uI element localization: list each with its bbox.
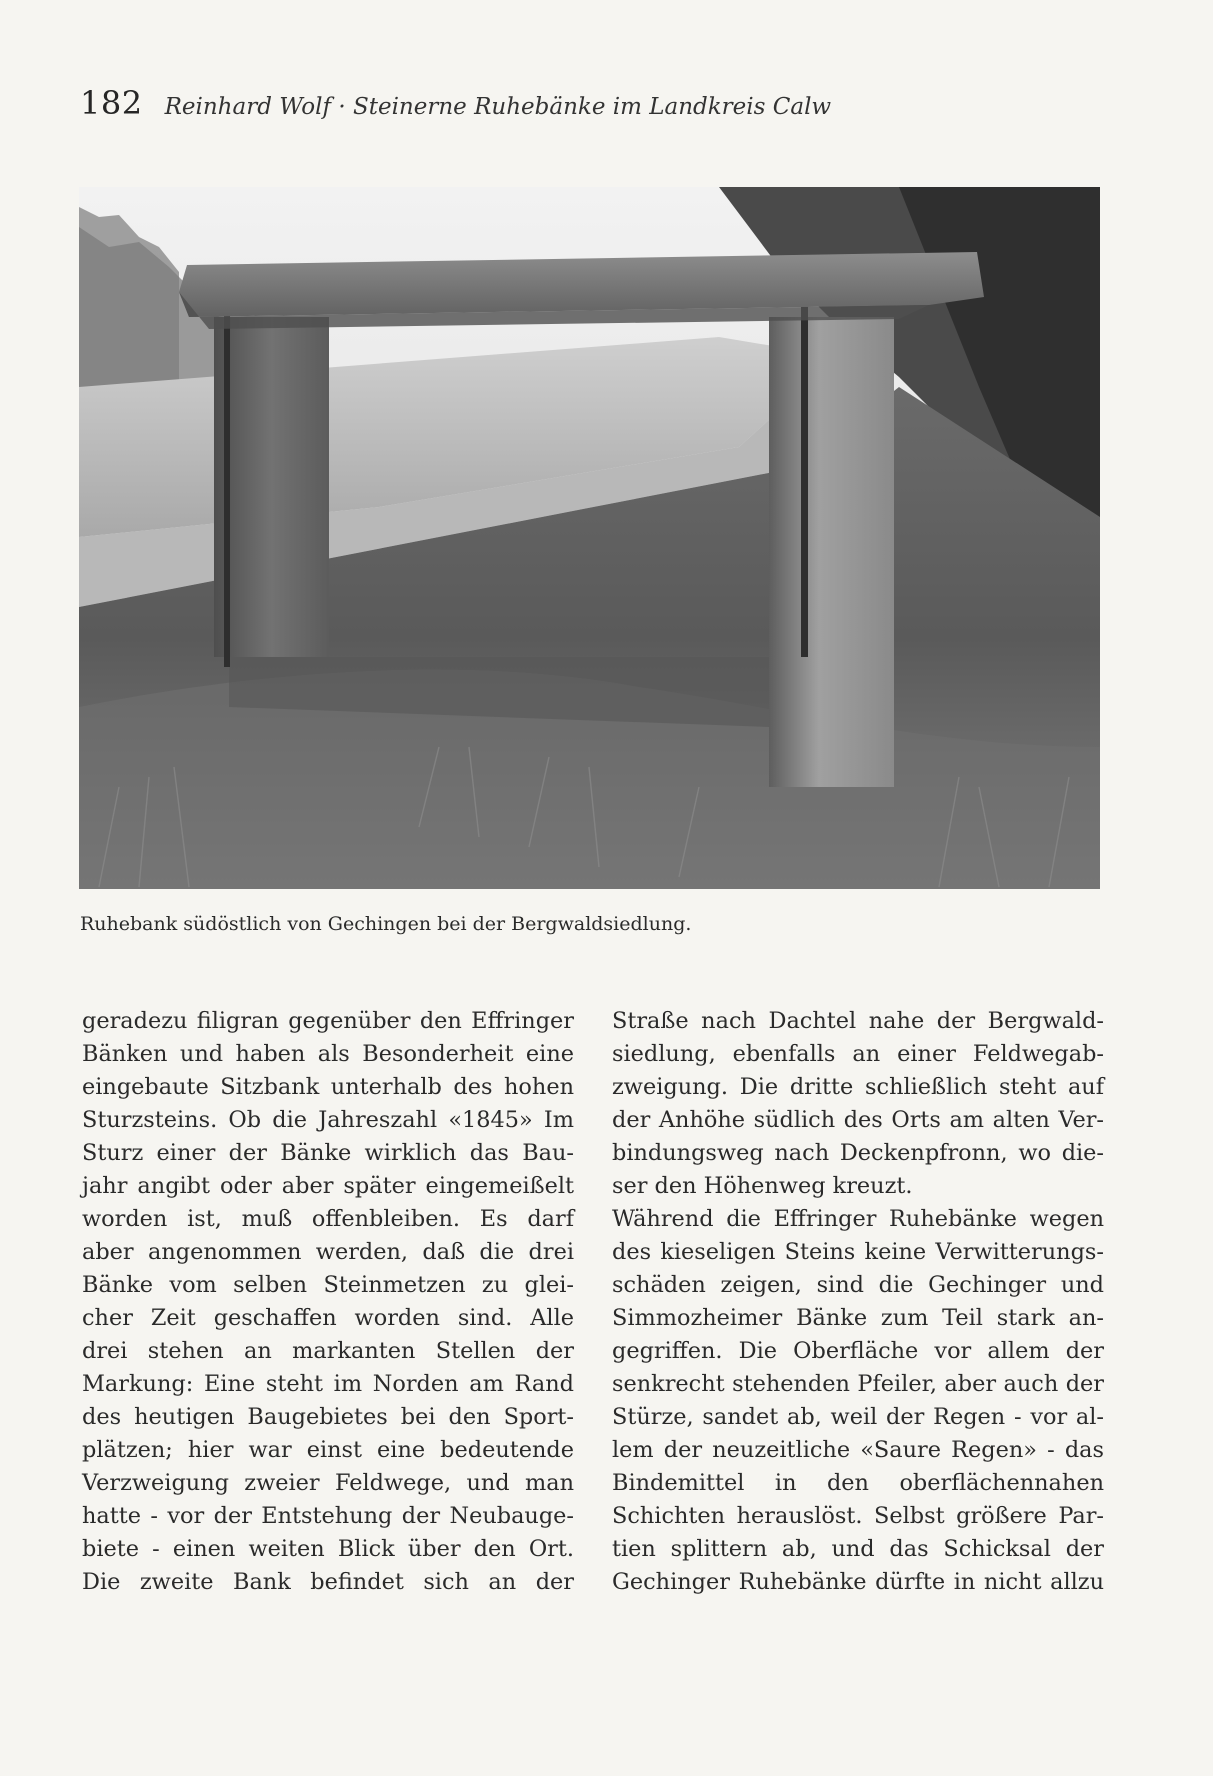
text-line: des kieseligen Steins keine Verwitterungs- [612, 1239, 1104, 1265]
text-column-left [82, 1005, 574, 1599]
text-line: cher Zeit geschaffen worden sind. Alle [82, 1305, 574, 1331]
text-line: biete - einen weiten Blick über den Ort. [82, 1536, 574, 1562]
text-line: Verzweigung zweier Feldwege, und man [82, 1470, 574, 1496]
text-line: eingebaute Sitzbank unterhalb des hohen [82, 1074, 574, 1100]
text-line: Stürze, sandet ab, weil der Regen - vor al- [612, 1404, 1104, 1430]
text-line: Straße nach Dachtel nahe der Bergwald- [612, 1008, 1104, 1034]
text-line: Während die Effringer Ruhebänke wegen [612, 1206, 1104, 1232]
text-line: Bänke vom selben Steinmetzen zu glei- [82, 1272, 574, 1298]
stone-bench-photo [79, 187, 1100, 889]
text-line: jahr angibt oder aber später eingemeißelt [82, 1173, 574, 1199]
text-line: tien splittern ab, und das Schicksal der [612, 1536, 1104, 1562]
text-line: Bänken und haben als Besonderheit eine [82, 1041, 574, 1067]
text-line: drei stehen an markanten Stellen der [82, 1338, 574, 1364]
text-line: Sturzsteins. Ob die Jahreszahl «1845» Im [82, 1107, 574, 1133]
text-line: Markung: Eine steht im Norden am Rand [82, 1371, 574, 1397]
page-header [80, 84, 1080, 122]
text-line: Die zweite Bank befindet sich an der [82, 1569, 574, 1595]
photo-illustration [79, 187, 1100, 889]
text-line: gegriffen. Die Oberfläche vor allem der [612, 1338, 1104, 1364]
figure-caption: Ruhebank südöstlich von Gechingen bei der Bergwaldsiedlung. [80, 913, 692, 935]
text-line: zweigung. Die dritte schließlich steht auf [612, 1074, 1104, 1100]
text-line: siedlung, ebenfalls an einer Feldwegab- [612, 1041, 1104, 1067]
page-number: 182 [80, 84, 143, 122]
text-line: senkrecht stehenden Pfeiler, aber auch der [612, 1371, 1104, 1397]
text-line: plätzen; hier war einst eine bedeutende [82, 1437, 574, 1463]
paragraph-end-line: ser den Höhenweg kreuzt. [612, 1173, 913, 1199]
text-line: Bindemittel in den oberflächennahen [612, 1470, 1104, 1496]
text-column-right [612, 1005, 1104, 1599]
text-line: hatte - vor der Entstehung der Neubauge- [82, 1503, 574, 1529]
text-line: worden ist, muß offenbleiben. Es darf [82, 1206, 574, 1232]
text-line: aber angenommen werden, daß die drei [82, 1239, 574, 1265]
text-line: Sturz einer der Bänke wirklich das Bau- [82, 1140, 574, 1166]
text-line: bindungsweg nach Deckenpfronn, wo die- [612, 1140, 1104, 1166]
text-line: Simmozheimer Bänke zum Teil stark an- [612, 1305, 1104, 1331]
text-line: Gechinger Ruhebänke dürfte in nicht allzu [612, 1569, 1104, 1595]
text-line: lem der neuzeitliche «Saure Regen» - das [612, 1437, 1104, 1463]
text-line: schäden zeigen, sind die Gechinger und [612, 1272, 1104, 1298]
text-line: der Anhöhe südlich des Orts am alten Ver- [612, 1107, 1104, 1133]
text-line: Schichten herauslöst. Selbst größere Par- [612, 1503, 1104, 1529]
text-line: des heutigen Baugebietes bei den Sport- [82, 1404, 574, 1430]
running-head: Reinhard Wolf · Steinerne Ruhebänke im Landkreis Calw [164, 94, 832, 120]
text-line: geradezu filigran gegenüber den Effringer [82, 1008, 574, 1034]
